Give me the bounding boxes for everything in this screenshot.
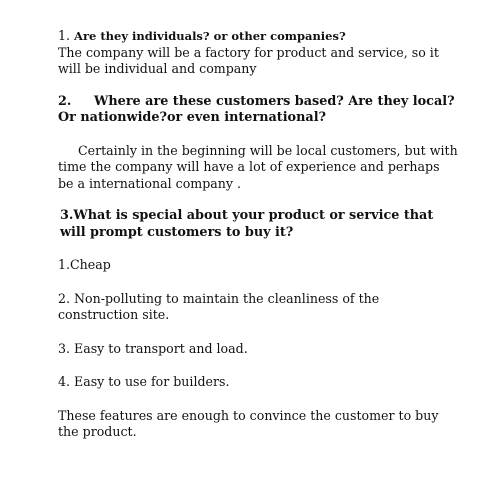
document-page — [58, 28, 458, 441]
answer-2: Certainly in the beginning will be local customers, but with time the company will have a lot of experience and perhaps be a international company . — [58, 142, 458, 191]
conclusion: These features are enough to convince the customer to buy the product. — [58, 407, 439, 439]
question-2-text: Where are these customers based? Are they local? Or nationwide?or even international? — [58, 93, 455, 125]
question-1-number: 1. — [58, 28, 71, 43]
question-2-number: 2. — [58, 93, 72, 109]
question-1-text: Are they individuals? or other companies? — [74, 29, 346, 43]
question-3: 3.What is special about your product or service that will prompt customers to buy it? — [60, 208, 434, 240]
answer-1: The company will be a factory for product and service, so it will be individual and company — [58, 44, 439, 76]
question-1 — [58, 28, 458, 45]
feature-item-1: 1.Cheap — [58, 257, 111, 272]
feature-item-3: 3. Easy to transport and load. — [58, 340, 248, 356]
feature-item-4: 4. Easy to use for builders. — [58, 374, 230, 389]
question-2 — [58, 94, 458, 127]
feature-item-2: 2. Non-polluting to maintain the cleanliness of the construction site. — [58, 290, 380, 322]
